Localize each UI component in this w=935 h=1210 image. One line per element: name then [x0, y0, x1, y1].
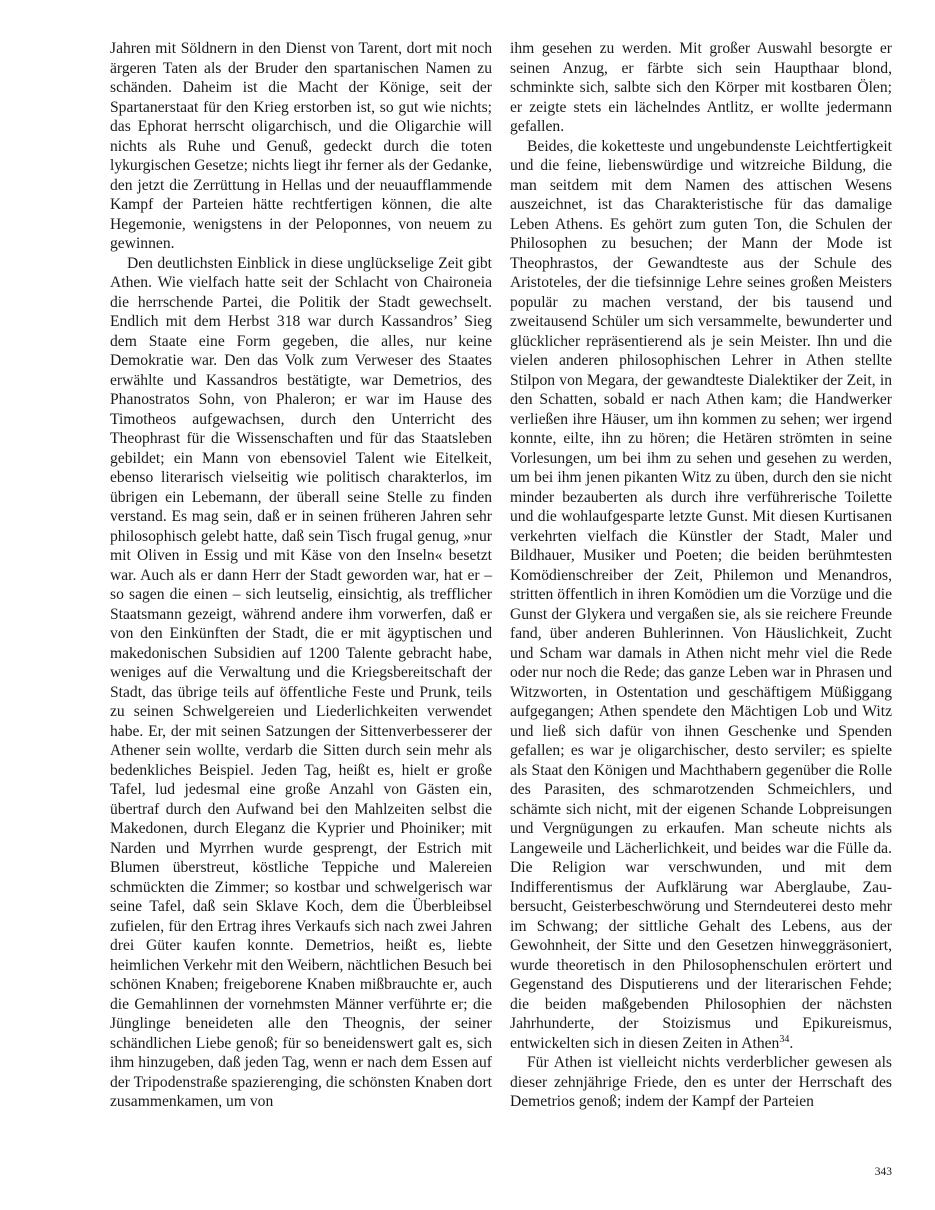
paragraph — [510, 137, 892, 1054]
left-column — [110, 39, 492, 1112]
paragraph: Für Athen ist vielleicht nichts verderblicher gewesen als dieser zehnjährige Friede, den es unter der Herrschaft des Demetrios genoß; indem der Kampf der Parteien — [510, 1054, 892, 1110]
paragraph-end: . — [789, 1034, 794, 1052]
page-number: 343 — [874, 1166, 892, 1178]
paragraph: ihm gesehen zu werden. Mit großer Auswahl besorgte er seinen Anzug, er färbte sich sein Haupthaar blond, schminkte sich, salbte sich den Körper mit kostbaren Ölen; er zeigte stets ein lächelndes Antlitz, er wollte jedermann gefallen. — [510, 40, 892, 135]
right-column — [510, 39, 892, 1112]
paragraph-text: Beides, die koketteste und ungebundenste Leichtfertigkeit und die feine, liebenswürdige und witzreiche Bildung, die man seitdem mit dem Namen des attischen Wesens auszeichnet, ist das Charakteristische für das damalige Leben Athens. Es gehört zum guten Ton, die Schulen der Philosophen zu besuchen; der Mann der Mode ist Theophrastos, der Gewandteste aus der Schule des Aristoteles, der die tiefsinnige Lehre seines großen Meisters populär zu machen verstand, der bis tausend und zweitausend Schüler um sich versammelte, bewunderter und glücklicher repräsentierend als je sein Meister. Ihn und die vielen anderen philosophischen Lehrer in Athen stellte Stilpon von Megara, der gewandteste Dialektiker der Zeit, in den Schatten, sobald er nach Athen kam; die Handwerker verließen ihre Häuser, um ihn kommen zu sehen; wer irgend konnte, eilte, ihn zu hören; die Hetären strömten in seine Vorlesungen, um bei ihm zu sehen und gesehen zu werden, um bei ihm jenen pikanten Witz zu üben, durch den sie nicht minder bezauberten als durch ihre verführerische Toilette und die wohlaufgesparte letzte Gunst. Mit diesen Kurtisanen verkehrten vielfach die Künstler der Stadt, Maler und Bildhauer, Musiker und Poeten; die beiden berühmtesten Komödienschreiber der Zeit, Philemon und Menandros, stritten öffentlich in ihren Komödien um die Vorzüge und die Gunst der Glykera und vergaßen sie, als sie reichere Freunde fand, über anderen Buhlerinnen. Von Häuslichkeit, Zucht und Scham war damals in Athen nicht mehr viel die Rede oder nur noch die Rede; das ganze Leben war in Phrasen und Witzworten, in Ostentation und geschäftigem Müßiggang aufgegangen; Athen spendete den Mächtigen Lob und Witz und ließ sich dafür von ihnen Geschenke und Spenden gefallen; es war je oligarchischer, desto serviler; es spielte als Staat den Königen und Machthabern gegenüber die Rolle des Parasiten, des schmarotzenden Schmeichlers, und schämte sich nicht, mit der eigenen Schande Lobpreisungen und Vergnügungen zu erkaufen. Man scheute nichts als Langeweile und Lächerlichkeit, und beides war die Fülle da. Die Religion war verschwunden, und mit dem Indifferentismus der Aufklärung war Aberglaube, Zaubersucht, Geisterbeschwörung und Sterndeuterei desto mehr im Schwang; der sittliche Gehalt des Lebens, aus der Gewohnheit, der Sitte und den Gesetzen hinweggräsoniert, wurde theoretisch in den Philosophenschulen erörtert und Gegenstand des Disputierens und der literarischen Fehde; die beiden maßgebenden Philosophien der nächsten Jahrhunderte, der Stoizismus und Epikureismus, entwickelten sich in diesen Zeiten in Athen — [510, 137, 892, 1052]
paragraph: Den deutlichsten Einblick in diese unglückselige Zeit gibt Athen. Wie vielfach hatte seit der Schlacht von Chaironeia die herrschende Partei, die Politik der Stadt gewechselt. Endlich mit dem Herbst 318 war durch Kassandros’ Sieg dem Staate eine Form gegeben, die alles, nur keine Demokratie war. Den das Volk zum Verweser des Staates erwählte und Kassandros bestätigte, war Demetrios, des Phanostratos Sohn, von Phaleron; er war im Hause des Timotheos aufgewachsen, durch den Unterricht des Theophrast für die Wissenschaften und für das Staatsleben gebildet; ein Mann von ebensoviel Talent wie Eitelkeit, ebenso literarisch vielseitig wie politisch charakterlos, im übrigen ein Lebemann, der überall seine Stelle zu finden verstand. Es mag sein, daß er in seinen früheren Jahren sehr philosophisch gelebt hatte, daß sein Tisch frugal genug, »nur mit Oliven in Essig und mit Käse von den Inseln« besetzt war. Auch als er dann Herr der Stadt geworden war, hat er – so sagen die einen – sich leutselig, einsichtig, als trefflicher Staatsmann gezeigt, während andere ihm vorwerfen, daß er von den Einkünften der Stadt, die er mit ägyptischen und makedonischen Subsidien auf 1200 Talente gebracht habe, weniges auf die Verwaltung und die Kriegsbereitschaft der Stadt, das übrige teils auf öffentliche Feste und Prunk, teils zu seinen Schwelgereien und Liederlichkeiten verwendet habe. Er, der mit seinen Satzungen der Sittenverbesserer der Athener sein wollte, verdarb die Sitten durch sein mehr als bedenkliches Beispiel. Jeden Tag, heißt es, hielt er große Tafel, lud jedesmal eine große Anzahl von Gästen ein, übertraf durch den Aufwand bei den Mahlzeiten selbst die Makedonen, durch Eleganz die Kyprier und Phoiniker; mit Narden und Myrrhen wurde gesprengt, der Estrich mit Blumen überstreut, köstliche Teppiche und Malereien schmückten die Zimmer; so kostbar und schwelgerisch war seine Tafel, daß sein Sklave Koch, dem die Überbleibsel zufielen, für den Ertrag ihres Verkaufs sich nach zwei Jahren drei Güter kaufen konnte. Demetrios, heißt es, liebte heimlichen Verkehr mit den Weibern, nächtlichen Besuch bei schönen Knaben; freigeborene Knaben mißbrauchte er, auch die Gemahlinnen der vornehmsten Männer verführte er; die Jünglinge beneideten alle den Theognis, der seiner schändlichen Liebe genoß; für so beneidenswert galt es, sich ihm hinzugeben, daß jeden Tag, wenn er nach dem Essen auf der Tripodenstraße spazierenging, die schönsten Knaben dort zusammenkamen, um von — [110, 254, 492, 1110]
footnote-marker[interactable]: 34 — [779, 1033, 790, 1045]
paragraph: Jahren mit Söldnern in den Dienst von Tarent, dort mit noch ärgeren Taten als der Bruder den spartanischen Namen zu schänden. Daheim ist die Macht der Könige, seit der Spartanerstaat für den Krieg erstorben ist, so gut wie nichts; das Ephorat herrscht oligarchisch, und die Oligarchie will nichts als Ruhe und Genuß, gedeckt durch die toten lykurgischen Gesetze; nichts liegt ihr ferner als der Gedanke, den jetzt die Zerrüttung in Hellas und der neuaufflammende Kampf der Parteien hätte rechtfertigen können, die alte Hegemonie, wenigstens in der Peloponnes, von neuem zu gewinnen. — [110, 40, 492, 252]
